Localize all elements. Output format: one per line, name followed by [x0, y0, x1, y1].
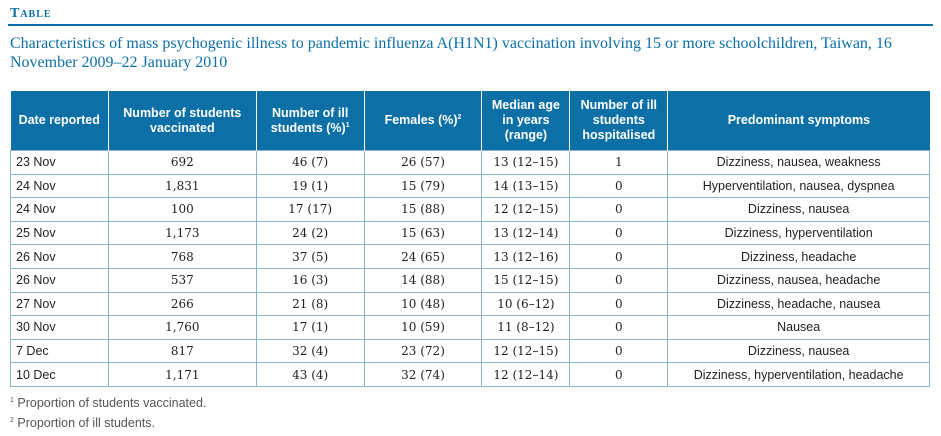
header-date: Date reported	[11, 91, 109, 151]
cell-females: 15 (63)	[364, 221, 482, 245]
cell-ill: 24 (2)	[256, 221, 364, 245]
cell-females: 14 (88)	[364, 268, 482, 292]
cell-symptoms: Hyperventilation, nausea, dyspnea	[668, 174, 930, 198]
table-figure	[8, 4, 933, 72]
cell-females: 15 (88)	[364, 198, 482, 222]
cell-vaccinated: 768	[108, 245, 256, 269]
cell-vaccinated: 1,171	[108, 363, 256, 387]
header-ill-text: Number of ill students (%)	[270, 105, 349, 135]
cell-females: 32 (74)	[364, 363, 482, 387]
cell-vaccinated: 1,760	[108, 316, 256, 340]
header-vaccinated: Number of students vaccinated	[108, 91, 256, 151]
table-row	[11, 174, 930, 198]
cell-age: 13 (12–16)	[482, 245, 570, 269]
cell-hospitalised: 0	[570, 292, 668, 316]
cell-females: 23 (72)	[364, 339, 482, 363]
table-row	[11, 151, 930, 175]
table-row	[11, 292, 930, 316]
header-symptoms: Predominant symptoms	[668, 91, 930, 151]
header-females-sup: 2	[457, 113, 462, 121]
cell-age: 14 (13–15)	[482, 174, 570, 198]
table-caption: Characteristics of mass psychogenic illness to pandemic influenza A(H1N1) vaccination involving 15 or more schoolchildren, Taiwan, 16 November 2009–22 January 2010	[10, 35, 892, 71]
cell-hospitalised: 0	[570, 198, 668, 222]
cell-symptoms: Dizziness, hyperventilation, headache	[668, 363, 930, 387]
cell-ill: 19 (1)	[256, 174, 364, 198]
cell-age: 15 (12–15)	[482, 268, 570, 292]
footnote-2-mark: 2	[10, 416, 14, 424]
cell-date: 26 Nov	[11, 245, 109, 269]
cell-date: 7 Dec	[11, 339, 109, 363]
cell-symptoms: Dizziness, nausea, weakness	[668, 151, 930, 175]
cell-vaccinated: 537	[108, 268, 256, 292]
header-ill-sup: 1	[345, 121, 350, 129]
cell-age: 12 (12–15)	[482, 339, 570, 363]
cell-date: 26 Nov	[11, 268, 109, 292]
cell-symptoms: Dizziness, hyperventilation	[668, 221, 930, 245]
cell-hospitalised: 0	[570, 268, 668, 292]
cell-age: 13 (12–15)	[482, 151, 570, 175]
cell-date: 25 Nov	[11, 221, 109, 245]
cell-ill: 17 (17)	[256, 198, 364, 222]
table-label: Table	[10, 6, 52, 21]
cell-hospitalised: 0	[570, 245, 668, 269]
header-hospitalised: Number of ill students hospitalised	[570, 91, 668, 151]
cell-hospitalised: 0	[570, 363, 668, 387]
cell-symptoms: Dizziness, nausea	[668, 339, 930, 363]
footnote-2-text: Proportion of ill students.	[17, 416, 155, 430]
table-row	[11, 198, 930, 222]
cell-age: 12 (12–15)	[482, 198, 570, 222]
cell-females: 26 (57)	[364, 151, 482, 175]
table-row	[11, 221, 930, 245]
table-row	[11, 268, 930, 292]
cell-symptoms: Dizziness, headache	[668, 245, 930, 269]
cell-vaccinated: 692	[108, 151, 256, 175]
cell-symptoms: Dizziness, headache, nausea	[668, 292, 930, 316]
cell-ill: 16 (3)	[256, 268, 364, 292]
cell-symptoms: Nausea	[668, 316, 930, 340]
cell-date: 10 Dec	[11, 363, 109, 387]
cell-hospitalised: 0	[570, 174, 668, 198]
data-table	[10, 91, 930, 387]
cell-vaccinated: 100	[108, 198, 256, 222]
cell-females: 10 (48)	[364, 292, 482, 316]
footnote-1-text: Proportion of students vaccinated.	[17, 396, 207, 410]
footnote-1	[10, 396, 206, 410]
cell-ill: 43 (4)	[256, 363, 364, 387]
cell-date: 27 Nov	[11, 292, 109, 316]
cell-age: 13 (12–14)	[482, 221, 570, 245]
cell-vaccinated: 266	[108, 292, 256, 316]
cell-date: 30 Nov	[11, 316, 109, 340]
header-females-text: Females (%)	[384, 113, 458, 127]
table-row	[11, 339, 930, 363]
header-ill	[256, 91, 364, 151]
cell-ill: 32 (4)	[256, 339, 364, 363]
cell-ill: 17 (1)	[256, 316, 364, 340]
cell-date: 24 Nov	[11, 174, 109, 198]
cell-date: 24 Nov	[11, 198, 109, 222]
cell-females: 24 (65)	[364, 245, 482, 269]
header-age: Median age in years (range)	[482, 91, 570, 151]
cell-vaccinated: 817	[108, 339, 256, 363]
cell-age: 12 (12–14)	[482, 363, 570, 387]
cell-date: 23 Nov	[11, 151, 109, 175]
footnote-2	[10, 416, 155, 430]
cell-hospitalised: 0	[570, 221, 668, 245]
cell-symptoms: Dizziness, nausea	[668, 198, 930, 222]
footnote-1-mark: 1	[10, 396, 14, 404]
cell-hospitalised: 0	[570, 339, 668, 363]
cell-age: 10 (6–12)	[482, 292, 570, 316]
header-females	[364, 91, 482, 151]
cell-ill: 46 (7)	[256, 151, 364, 175]
cell-symptoms: Dizziness, nausea, headache	[668, 268, 930, 292]
cell-ill: 37 (5)	[256, 245, 364, 269]
cell-age: 11 (8–12)	[482, 316, 570, 340]
cell-vaccinated: 1,173	[108, 221, 256, 245]
cell-females: 15 (79)	[364, 174, 482, 198]
cell-females: 10 (59)	[364, 316, 482, 340]
header-row	[11, 91, 930, 151]
cell-ill: 21 (8)	[256, 292, 364, 316]
cell-hospitalised: 0	[570, 316, 668, 340]
table-row	[11, 363, 930, 387]
table-row	[11, 316, 930, 340]
cell-hospitalised: 1	[570, 151, 668, 175]
label-rule	[8, 24, 933, 26]
table-row	[11, 245, 930, 269]
cell-vaccinated: 1,831	[108, 174, 256, 198]
